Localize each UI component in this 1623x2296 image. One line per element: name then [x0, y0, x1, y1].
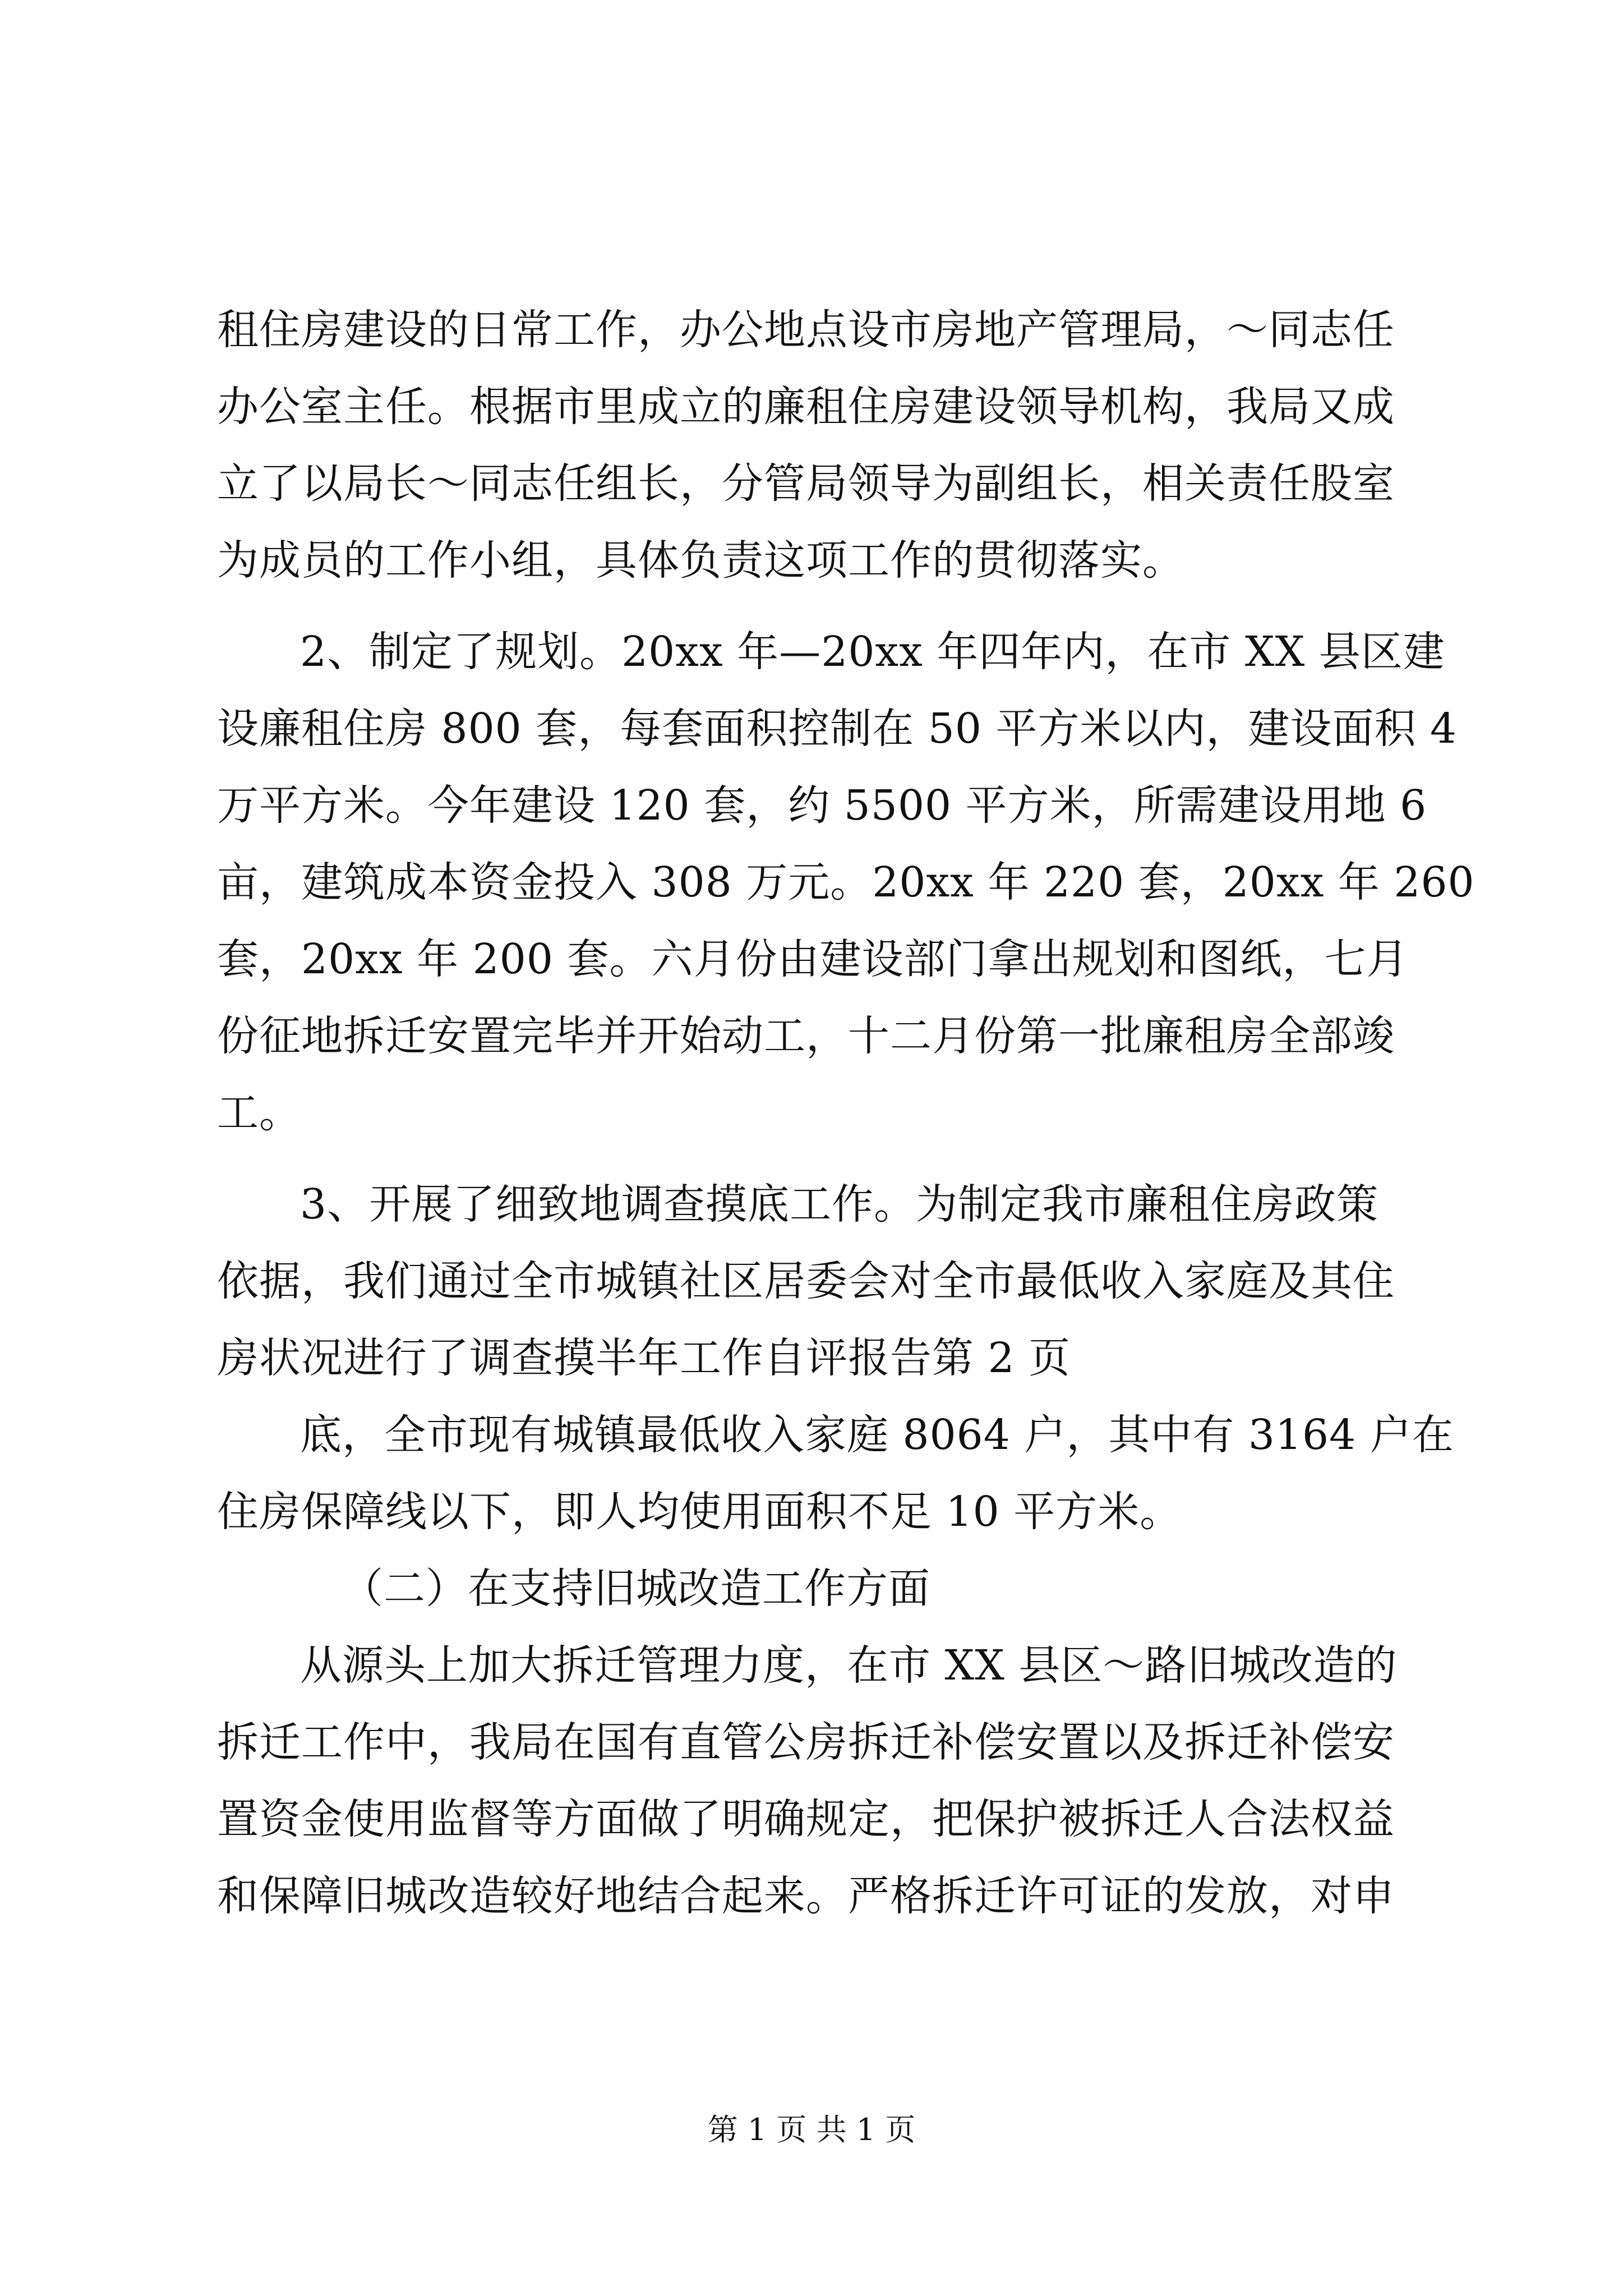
- paragraph-line: 房状况进行了调查摸半年工作自评报告第 2 页: [217, 1334, 1071, 1382]
- paragraph-line: 设廉租住房 800 套，每套面积控制在 50 平方米以内，建设面积 4: [217, 705, 1458, 753]
- paragraph-line: 和保障旧城改造较好地结合起来。严格拆迁许可证的发放，对申: [217, 1872, 1395, 1920]
- paragraph-line: 亩，建筑成本资金投入 308 万元。20xx 年 220 套，20xx 年 260: [217, 858, 1475, 907]
- section-heading: （二）在支持旧城改造工作方面: [342, 1565, 930, 1613]
- paragraph-line: 2、制定了规划。20xx 年—20xx 年四年内，在市 XX 县区建: [300, 628, 1445, 676]
- paragraph-line: 依据，我们通过全市城镇社区居委会对全市最低收入家庭及其住: [217, 1257, 1395, 1305]
- paragraph-line: 置资金使用监督等方面做了明确规定，把保护被拆迁人合法权益: [217, 1795, 1395, 1843]
- paragraph-line: 万平方米。今年建设 120 套，约 5500 平方米，所需建设用地 6: [217, 781, 1427, 830]
- page-footer: 第 1 页 共 1 页: [707, 2112, 916, 2147]
- paragraph-line: 住房保障线以下，即人均使用面积不足 10 平方米。: [217, 1488, 1182, 1536]
- paragraph-line: 为成员的工作小组，具体负责这项工作的贯彻落实。: [217, 536, 1184, 585]
- paragraph-line: 租住房建设的日常工作，办公地点设市房地产管理局，～同志任: [217, 306, 1395, 354]
- paragraph-line: 从源头上加大拆迁管理力度，在市 XX 县区～路旧城改造的: [300, 1641, 1398, 1690]
- paragraph-line: 工。: [217, 1089, 301, 1137]
- document-body: [217, 292, 1475, 1935]
- paragraph-line: 3、开展了细致地调查摸底工作。为制定我市廉租住房政策: [300, 1180, 1379, 1228]
- paragraph-line: 拆迁工作中，我局在国有直管公房拆迁补偿安置以及拆迁补偿安: [217, 1718, 1395, 1766]
- paragraph-line: 底，全市现有城镇最低收入家庭 8064 户，其中有 3164 户在: [300, 1411, 1454, 1459]
- paragraph-line: 立了以局长～同志任组长，分管局领导为副组长，相关责任股室: [217, 459, 1395, 508]
- paragraph-line: 办公室主任。根据市里成立的廉租住房建设领导机构，我局又成: [217, 383, 1395, 431]
- paragraph-line: 份征地拆迁安置完毕并开始动工，十二月份第一批廉租房全部竣: [217, 1012, 1395, 1060]
- paragraph-line: 套，20xx 年 200 套。六月份由建设部门拿出规划和图纸，七月: [217, 935, 1409, 983]
